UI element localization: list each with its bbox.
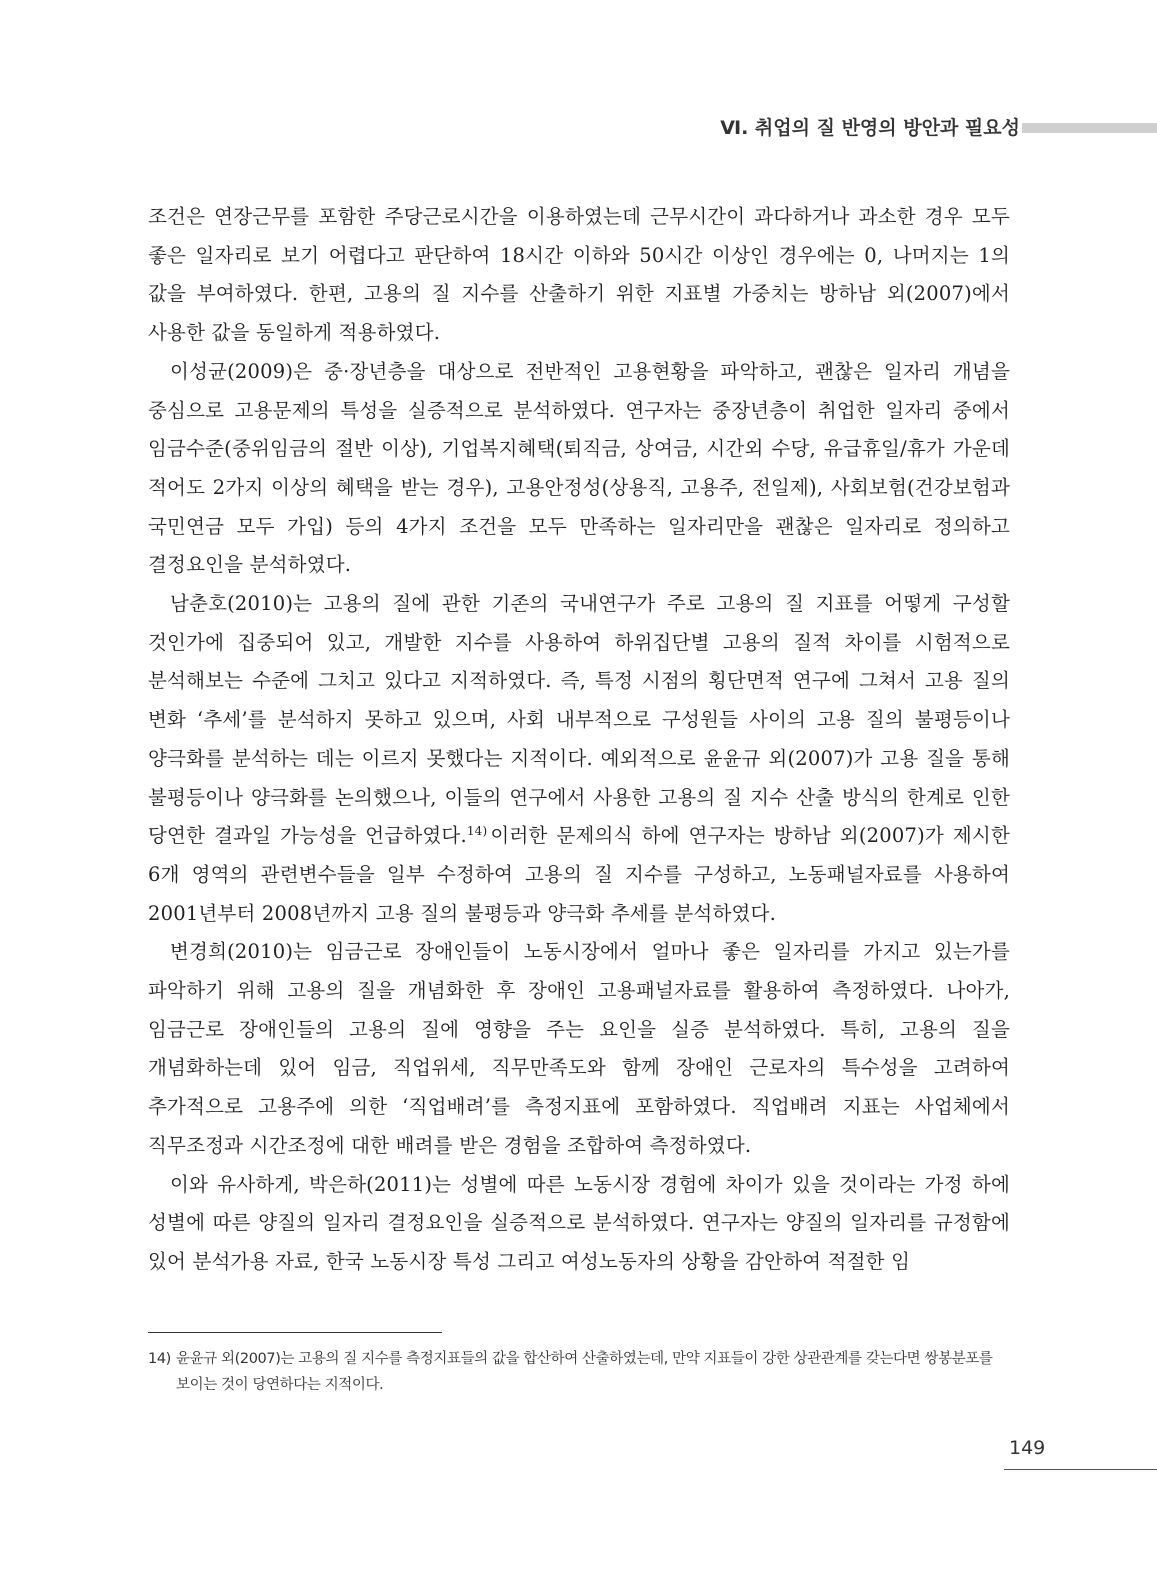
paragraph-text: 이러한 문제의식 하에 연구자는 방하남 외(2007)가 제시한 6개 영역의 관련변수들을 일부 수정하여 고용의 질 지수를 구성하고, 노동패널자료를 사용하여 2001년부터 2008년까지 고용 질의 불평등과 양극화 추세를 분석하였다. — [148, 824, 1010, 925]
body-text — [148, 198, 1010, 1282]
footnote-mark: 14) — [148, 1351, 171, 1367]
running-header: Ⅵ. 취업의 질 반영의 방안과 필요성 — [720, 117, 1020, 139]
paragraph: 조건은 연장근무를 포함한 주당근로시간을 이용하였는데 근무시간이 과다하거나 과소한 경우 모두 좋은 일자리로 보기 어렵다고 판단하여 18시간 이하와 50시간 이상인 경우에는 0, 나머지는 1의 값을 부여하였다. 한편, 고용의 질 지수를 산출하기 위한 지표별 가중치는 방하남 외(2007)에서 사용한 값을 동일하게 적용하였다. — [148, 205, 1010, 345]
page-number: 149 — [1009, 1437, 1046, 1459]
paragraph-text: 남춘호(2010)는 고용의 질에 관한 기존의 국내연구가 주로 고용의 질 지표를 어떻게 구성할 것인가에 집중되어 있고, 개발한 지수를 사용하여 하위집단별 고용의 질적 차이를 시험적으로 분석해보는 수준에 그치고 있다고 지적하였다. 즉, 특정 시점의 횡단면적 연구에 그쳐서 고용 질의 변화 ‘추세’를 분석하지 못하고 있으며, 사회 내부적으로 구성원들 사이의 고용 질의 불평등이나 양극화를 분석하는 데는 이르지 못했다는 지적이다. 예외적으로 윤윤규 외(2007)가 고용 질을 통해 불평등이나 양극화를 논의했으나, 이들의 연구에서 사용한 고용의 질 지수 산출 방식의 한계로 인한 당연한 결과일 가능성을 언급하였다. — [148, 592, 1010, 848]
paragraph: 변경희(2010)는 임금근로 장애인들이 노동시장에서 얼마나 좋은 일자리를 가지고 있는가를 파악하기 위해 고용의 질을 개념화한 후 장애인 고용패널자료를 활용하여 측정하였다. 나아가, 임금근로 장애인들의 고용의 질에 영향을 주는 요인을 실증 분석하였다. 특히, 고용의 질을 개념화하는데 있어 임금, 직업위세, 직무만족도와 함께 장애인 근로자의 특수성을 고려하여 추가적으로 고용주에 의한 ‘직업배려’를 측정지표에 포함하였다. 직업배려 지표는 사업체에서 직무조정과 시간조정에 대한 배려를 받은 경험을 조합하여 측정하였다. — [148, 940, 1010, 1157]
footnote-divider — [148, 1332, 442, 1333]
footnote-reference[interactable]: 14) — [466, 824, 488, 839]
paragraph: 이와 유사하게, 박은하(2011)는 성별에 따른 노동시장 경험에 차이가 있을 것이라는 가정 하에 성별에 따른 양질의 일자리 결정요인을 실증적으로 분석하였다. 연구자는 양질의 일자리를 규정함에 있어 분석가용 자료, 한국 노동시장 특성 그리고 여성노동자의 상황을 감안하여 적절한 임 — [148, 1172, 1010, 1273]
paragraph — [148, 585, 1010, 933]
paragraph: 이성균(2009)은 중·장년층을 대상으로 전반적인 고용현황을 파악하고, 괜찮은 일자리 개념을 중심으로 고용문제의 특성을 실증적으로 분석하였다. 연구자는 중장년층이 취업한 일자리 중에서 임금수준(중위임금의 절반 이상), 기업복지혜택(퇴직금, 상여금, 시간외 수당, 유급휴일/휴가 가운데 적어도 2가지 이상의 혜택을 받는 경우), 고용안정성(상용직, 고용주, 전일제), 사회보험(건강보험과 국민연금 모두 가입) 등의 4가지 조건을 모두 만족하는 일자리만을 괜찮은 일자리로 정의하고 결정요인을 분석하였다. — [148, 359, 1010, 577]
footnote — [148, 1346, 1010, 1398]
header-bar — [1022, 123, 1157, 133]
footnote-text: 윤윤규 외(2007)는 고용의 질 지수를 측정지표들의 값을 합산하여 산출하였는데, 만약 지표들이 강한 상관관계를 갖는다면 쌍봉분포를 보이는 것이 당연하다는 지적이다. — [176, 1351, 993, 1393]
page-number-rule — [1004, 1469, 1157, 1470]
